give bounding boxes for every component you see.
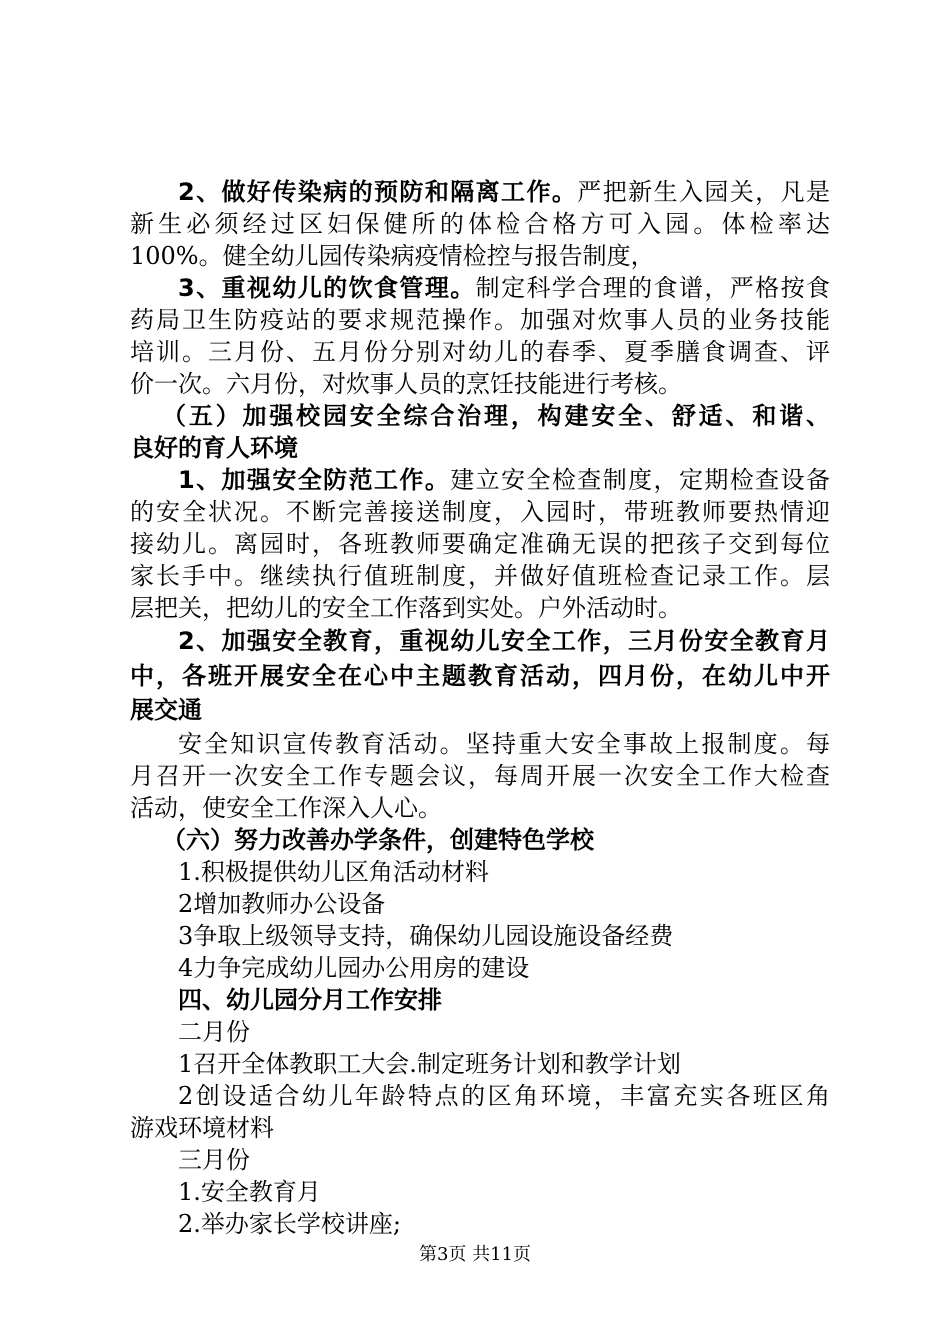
- paragraph-line: 接幼儿。离园时，各班教师要确定准确无误的把孩子交到每位: [130, 530, 830, 558]
- paragraph-line-bold: 中，各班开展安全在心中主题教育活动，四月份，在幼儿中开: [130, 662, 830, 690]
- paragraph-line: 安全知识宣传教育活动。坚持重大安全事故上报制度。每: [178, 730, 830, 758]
- paragraph-heading: 3、重视幼儿的饮食管理。: [178, 274, 476, 302]
- section-heading-five-cont: 良好的育人环境: [130, 434, 298, 462]
- paragraph-line: 100%。健全幼儿园传染病疫情检控与报告制度，: [130, 242, 655, 270]
- page-footer: 第3页 共11页: [418, 1244, 532, 1265]
- list-item: 1.积极提供幼儿区角活动材料: [178, 858, 489, 886]
- paragraph-line: [178, 272, 830, 304]
- section-heading-six: （六）努力改善办学条件，创建特色学校: [162, 826, 594, 854]
- list-item-cont: 游戏环境材料: [130, 1114, 274, 1142]
- paragraph-line: 价一次。六月份，对炊事人员的烹饪技能进行考核。: [130, 370, 682, 398]
- paragraph-line: [178, 176, 830, 208]
- paragraph-line: [178, 464, 830, 496]
- paragraph-line: 家长手中。继续执行值班制度，并做好值班检查记录工作。层: [130, 562, 830, 590]
- section-heading-five: （五）加强校园安全综合治理，构建安全、舒适、和谐、: [162, 402, 830, 430]
- month-label-feb: 二月份: [178, 1018, 250, 1046]
- paragraph-text: 严把新生入园关，凡是: [577, 178, 831, 206]
- list-item: 2创设适合幼儿年龄特点的区角环境，丰富充实各班区角: [178, 1082, 830, 1110]
- section-heading-four: 四、幼儿园分月工作安排: [178, 986, 442, 1014]
- paragraph-line: 月召开一次安全工作专题会议，每周开展一次安全工作大检查: [130, 762, 830, 790]
- paragraph-line: 药局卫生防疫站的要求规范操作。加强对炊事人员的业务技能: [130, 306, 830, 334]
- list-item: 2.举办家长学校讲座;: [178, 1210, 401, 1238]
- list-item: 4力争完成幼儿园办公用房的建设: [178, 954, 530, 982]
- paragraph-line: 层把关，把幼儿的安全工作落到实处。户外活动时。: [130, 594, 682, 622]
- paragraph-heading: 1、加强安全防范工作。: [178, 466, 451, 494]
- list-item: 2增加教师办公设备: [178, 890, 386, 918]
- list-item: 1.安全教育月: [178, 1178, 321, 1206]
- paragraph-line: 的安全状况。不断完善接送制度，入园时，带班教师要热情迎: [130, 498, 830, 526]
- paragraph-line-bold: 2、加强安全教育，重视幼儿安全工作，三月份安全教育月: [178, 627, 830, 655]
- month-label-mar: 三月份: [178, 1146, 250, 1174]
- paragraph-text: 建立安全检查制度，定期检查设备: [450, 466, 830, 494]
- paragraph-line-bold: 展交通: [130, 696, 202, 724]
- paragraph-text: 制定科学合理的食谱，严格按食: [475, 274, 831, 302]
- list-item: 1召开全体教职工大会.制定班务计划和教学计划: [178, 1050, 681, 1078]
- paragraph-line: 培训。三月份、五月份分别对幼儿的春季、夏季膳食调查、评: [130, 338, 830, 366]
- paragraph-line: 新生必须经过区妇保健所的体检合格方可入园。体检率达: [130, 210, 830, 238]
- list-item: 3争取上级领导支持，确保幼儿园设施设备经费: [178, 922, 674, 950]
- paragraph-line: 活动，使安全工作深入人心。: [130, 794, 442, 822]
- paragraph-heading: 2、做好传染病的预防和隔离工作。: [178, 178, 578, 206]
